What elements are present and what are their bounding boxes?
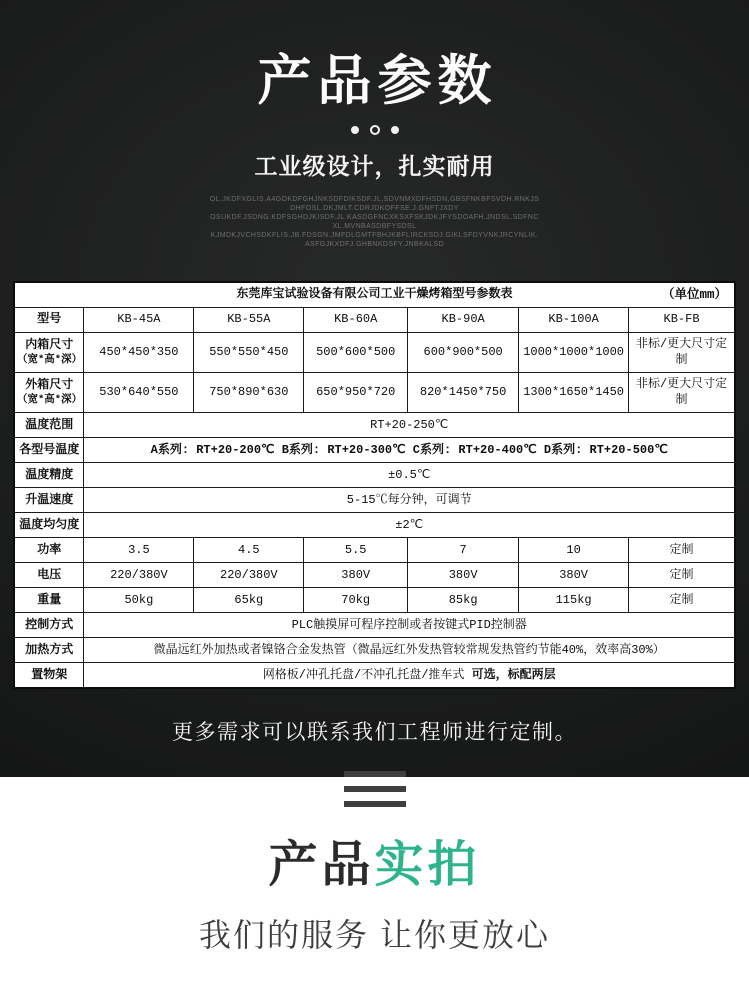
table-value-cell: 115kg [519, 588, 629, 613]
table-value-cell: 定制 [629, 538, 735, 563]
table-label-cell: 置物架 [14, 663, 84, 689]
table-row [14, 638, 735, 663]
table-value-cell: 220/380V [84, 563, 194, 588]
divider-bars-icon [344, 771, 406, 807]
photos-section [0, 777, 749, 981]
table-value-cell: 1300*1650*1450 [519, 373, 629, 413]
table-title: 东莞库宝试验设备有限公司工业干燥烤箱型号参数表 [236, 287, 513, 302]
photos-title-dark: 产品 [268, 838, 375, 892]
table-header-cell: KB-45A [84, 308, 194, 333]
table-value-cell: 5.5 [304, 538, 408, 563]
table-row [14, 438, 735, 463]
table-value-cell: 7 [408, 538, 519, 563]
spec-table-wrap [13, 281, 736, 689]
table-label-cell: 内箱尺寸 （宽*高*深） [14, 333, 84, 373]
divider-bar [344, 801, 406, 807]
table-label-cell: 各型号温度 [14, 438, 84, 463]
dot-ring-icon [370, 125, 380, 135]
table-unit-note: （单位mm） [661, 287, 727, 302]
table-row [14, 663, 735, 689]
table-row [14, 563, 735, 588]
table-row [14, 613, 735, 638]
table-label-cell: 加热方式 [14, 638, 84, 663]
table-label-cell: 温度精度 [14, 463, 84, 488]
spec-table [13, 281, 736, 689]
divider-bar [344, 771, 406, 777]
table-label-cell: 型号 [14, 308, 84, 333]
table-label-cell: 电压 [14, 563, 84, 588]
table-value-cell: 750*890*630 [194, 373, 304, 413]
table-value-cell: ±2℃ [84, 513, 735, 538]
table-value-cell: 85kg [408, 588, 519, 613]
table-value-cell: 网格板/冲孔托盘/不冲孔托盘/推车式 可选，标配两层 [84, 663, 735, 689]
table-row [14, 513, 735, 538]
table-value-cell: 500*600*500 [304, 333, 408, 373]
table-row [14, 373, 735, 413]
dot-filled-icon [351, 126, 359, 134]
table-title-cell [14, 282, 735, 308]
table-value-cell: 380V [519, 563, 629, 588]
divider-bar [344, 786, 406, 792]
table-value-cell: 50kg [84, 588, 194, 613]
table-label-cell: 温度均匀度 [14, 513, 84, 538]
table-label-subtext: （宽*高*深） [17, 394, 83, 407]
table-value-cell: 650*950*720 [304, 373, 408, 413]
table-row [14, 413, 735, 438]
hero-subtitle: 工业级设计，扎实耐用 [254, 153, 495, 180]
table-value-cell: 450*450*350 [84, 333, 194, 373]
table-row [14, 588, 735, 613]
table-value-cell: 定制 [629, 588, 735, 613]
table-value-cell: 1000*1000*1000 [519, 333, 629, 373]
table-value-cell: 微晶远红外加热或者镍铬合金发热管（微晶远红外发热管较常规发热管约节能40%，效率高30%） [84, 638, 735, 663]
table-header-cell: KB-FB [629, 308, 735, 333]
table-header-cell: KB-55A [194, 308, 304, 333]
table-value-cell: 3.5 [84, 538, 194, 563]
table-value-cell: 550*550*450 [194, 333, 304, 373]
decorative-fineprint [210, 195, 540, 249]
table-value-cell: 5-15℃每分钟，可调节 [84, 488, 735, 513]
table-row [14, 333, 735, 373]
table-value-cell: 4.5 [194, 538, 304, 563]
table-value-cell: 定制 [629, 563, 735, 588]
fineprint-line: KJMDKJVCHSDKFLIS.JB.FDSGN.JMFDLGMTFBHJKBFLIRCKSDJ.GIKLSFDYVNKJRCYNLIK.ASFGJKXDFJ.GHBNKDSFY.JNBKALSD [210, 232, 539, 249]
table-value-cell: 530*640*550 [84, 373, 194, 413]
table-value-cell: 820*1450*750 [408, 373, 519, 413]
table-row [14, 488, 735, 513]
table-row [14, 463, 735, 488]
table-value-bold: 可选，标配两层 [471, 667, 556, 682]
photos-subtitle: 我们的服务 让你更放心 [199, 916, 550, 953]
table-value-cell: A系列: RT+20-200℃ B系列: RT+20-300℃ C系列: RT+20-400℃ D系列: RT+20-500℃ [84, 438, 735, 463]
table-value-cell: ±0.5℃ [84, 463, 735, 488]
page-title: 产品参数 [257, 51, 498, 111]
table-value-cell: 非标/更大尺寸定制 [629, 333, 735, 373]
table-label-cell: 升温速度 [14, 488, 84, 513]
fineprint-line: OL.JKDFXGLIS.A4GOKDFGHJNKSDFDIKSDF.JL,SDVNMXDFHSDN,GBSFNKBFSVDH.RNKJSDHFOSL.DKJMLT.CDRJDKOFFSE.J.GNFTJXDY [209, 196, 540, 213]
table-label-cell: 控制方式 [14, 613, 84, 638]
table-label-cell: 功率 [14, 538, 84, 563]
table-value-cell: RT+20-250℃ [84, 413, 735, 438]
table-header-cell: KB-90A [408, 308, 519, 333]
table-row [14, 538, 735, 563]
table-value-cell: 600*900*500 [408, 333, 519, 373]
title-dots-decoration [0, 125, 749, 135]
table-value-cell: 380V [304, 563, 408, 588]
photos-title-green: 实拍 [374, 838, 481, 892]
fineprint-line: OSUKDF.JSDNG.KDFSGHDJKISDF.JL.KASDGFNCXKSXFSKJDKJFYSDOAFH.JNDSL.SDFNCXL.MVNBASDBFYSDSL [210, 214, 539, 231]
table-value-cell: 65kg [194, 588, 304, 613]
table-label-cell: 外箱尺寸 （宽*高*深） [14, 373, 84, 413]
table-value-cell: 非标/更大尺寸定制 [629, 373, 735, 413]
dot-filled-icon [391, 126, 399, 134]
table-value-cell: 380V [408, 563, 519, 588]
table-label-subtext: （宽*高*深） [17, 354, 83, 367]
table-header-cell: KB-60A [304, 308, 408, 333]
table-value-cell: PLC触摸屏可程序控制或者按键式PID控制器 [84, 613, 735, 638]
table-label-cell: 重量 [14, 588, 84, 613]
custom-service-note: 更多需求可以联系我们工程师进行定制。 [172, 721, 577, 745]
table-header-row [14, 308, 735, 333]
table-label-cell: 温度范围 [14, 413, 84, 438]
table-value-cell: 70kg [304, 588, 408, 613]
table-value-cell: 10 [519, 538, 629, 563]
table-header-cell: KB-100A [519, 308, 629, 333]
table-value-cell: 220/380V [194, 563, 304, 588]
